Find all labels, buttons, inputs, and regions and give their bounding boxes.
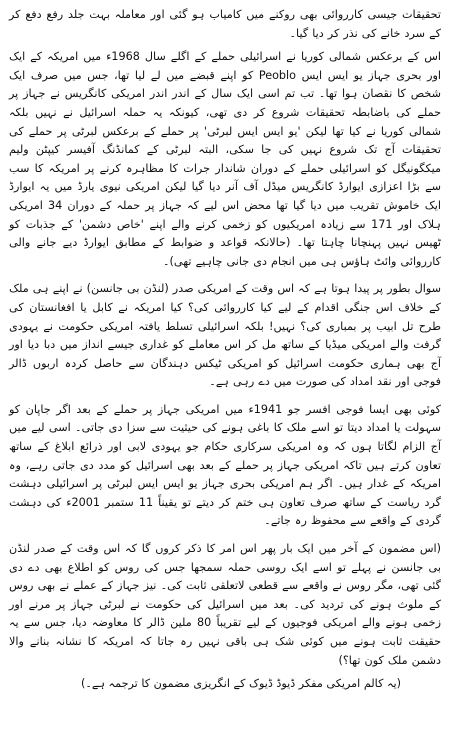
paragraph-conclusion: (اس مضمون کے آخر میں ایک بار پھر اس امر کا ذکر کروں گا کہ اس وقت کے صدر لنڈن بی جانسن نے پہلے تو اسے ایک روسی حملہ سمجھا جس کی روس کو اطلاع بھی دے دی گئی تھی، مگر روس نے واقعے سے قطعی لاتعلقی ثابت کی۔ نیز جہاز کے عملے نے بھی روس کے ملوث ہونے کی تردید کی۔ بعد میں اسرائیل کی حکومت نے لبرٹی جہاز پر مرنے اور زخمی ہونے والے امریکی فوجیوں کے لیے تقریباً 80 ملین ڈالر کا معاوضہ دیا، جس سے یہ حقیقت ثابت ہونے میں کوئی شک ہی باقی نہیں رہ جاتا کہ امریکہ کا نشانہ بنانے والا دشمن ملک کون تھا؟) (9, 542, 441, 667)
translation-note: (یہ کالم امریکی مفکر ڈیوڈ ڈیوک کے انگریزی مضمون کا ترجمہ ہے۔) (80, 677, 401, 691)
paragraph-north-korea: اس کے برعکس شمالی کوریا نے اسرائیلی حملے کے اگلے سال 1968ء میں امریکہ کے ایک اور بحری جہاز یو ایس ایس Peoblo کو اپنے قبضے میں لے لیا تھا، جس میں صرف ایک شخص کا نقصان ہوا تھا۔ تب تم اسی ایک سال کے اندر اندر امریکی کانگریس نے جہاز پر حملے کی باضابطہ تحقیقات شروع کر دی تھی، کیونکہ یہ حملہ اسرائیل نے نہیں بلکہ شمالی کوریا نے کیا تھا لیکن 'یو ایس ایس لبرٹی' پر حملے کے برعکس لبرٹی پر حملے کی تحقیقات آج تک شروع نہیں کی جا سکی، البتہ لبرٹی کے کمانڈنگ آفیسر کیپٹن ولیم میکگونیگل کو اسرائیلی حملے کے دوران شاندار جرات کا مظاہرہ کرنے پر امریکہ کا سب سے بڑا اعزازی ایوارڈ کانگریس میڈل آف آنر دیا گیا لیکن امریکی نیوی یارڈ میں یہ ایوارڈ ایک خاموش تقریب میں دیا گیا تھا محض اس لیے کہ جہاز پر حملہ کے دوران 34 امریکی ہلاک اور 171 سے زیادہ امریکیوں کو زخمی کرنے والے اپنے 'خاص دشمن' کے جذبات کو ٹھیس نہیں پہنچانا چاہتا تھا۔ (حالانکہ قواعد و ضوابط کے مطابق ایوارڈ دیے جانے والی کارروائی وائٹ ہاؤس ہی میں انجام دی جانی چاہیے تھی)۔ (9, 50, 442, 268)
paragraph-traitors: کوئی بھی ایسا فوجی افسر جو 1941ء میں امریکی جہاز پر حملے کے بعد اگر جاپان کو سہولت یا امداد دیتا تو اسے ملک کا باغی ہونے کی حیثیت سے سزا دی جاتی۔ اسی لیے میں آج الزام لگاتا ہوں کہ وہ امریکی سرکاری حکام جو یہودی لابی اور ذرائع ابلاغ کے ساتھ تعاون کرتے ہیں تاکہ امریکی جہاز پر حملے کے بعد بھی اسرائیل کو مدد دی جاتی رہے، وہ امریکہ کے غدار ہیں۔ اگر ہم امریکی بحری جہاز یو ایس ایس لبرٹی پر اسرائیلی دہشت گرد ریاست کے ساتھ صرف تعاون ہی ختم کر دیتے تو یقیناً 11 ستمبر 2001ء کی دہشت گردی کے واقعے سے محفوظ رہ جاتے۔ (9, 402, 441, 528)
paragraph-intro: تحقیقات جیسی کارروائی بھی روکنے میں کامیاب ہو گئی اور معاملہ بہت جلد رفع دفع کر کے سرد خانے کی نذر کر دیا گیا۔ (9, 8, 441, 40)
paragraph-question: سوال بطور پر پیدا ہوتا ہے کہ اس وقت کے امریکی صدر (لنڈن بی جانسن) نے اپنے ہی ملک کے خلاف اس جنگی اقدام کے لیے کیا کارروائی کی؟ کیا امریکہ نے کابل یا افغانستان کی طرح تل ابیب پر بمباری کی؟ نہیں! بلکہ اسرائیلی تسلط یافتہ امریکی حکومت نے یہودی گرفت والے امریکی میڈیا کے ساتھ مل کر اس معاملے کو غداری جیسے انداز میں دبا دیا اور آج بھی ہماری حکومت اسرائیل کو امریکی ٹیکس دہندگان سے حاصل کردہ اربوں ڈالر فوجی اور نقد امداد کی صورت میں دے رہی ہے۔ (9, 282, 441, 389)
